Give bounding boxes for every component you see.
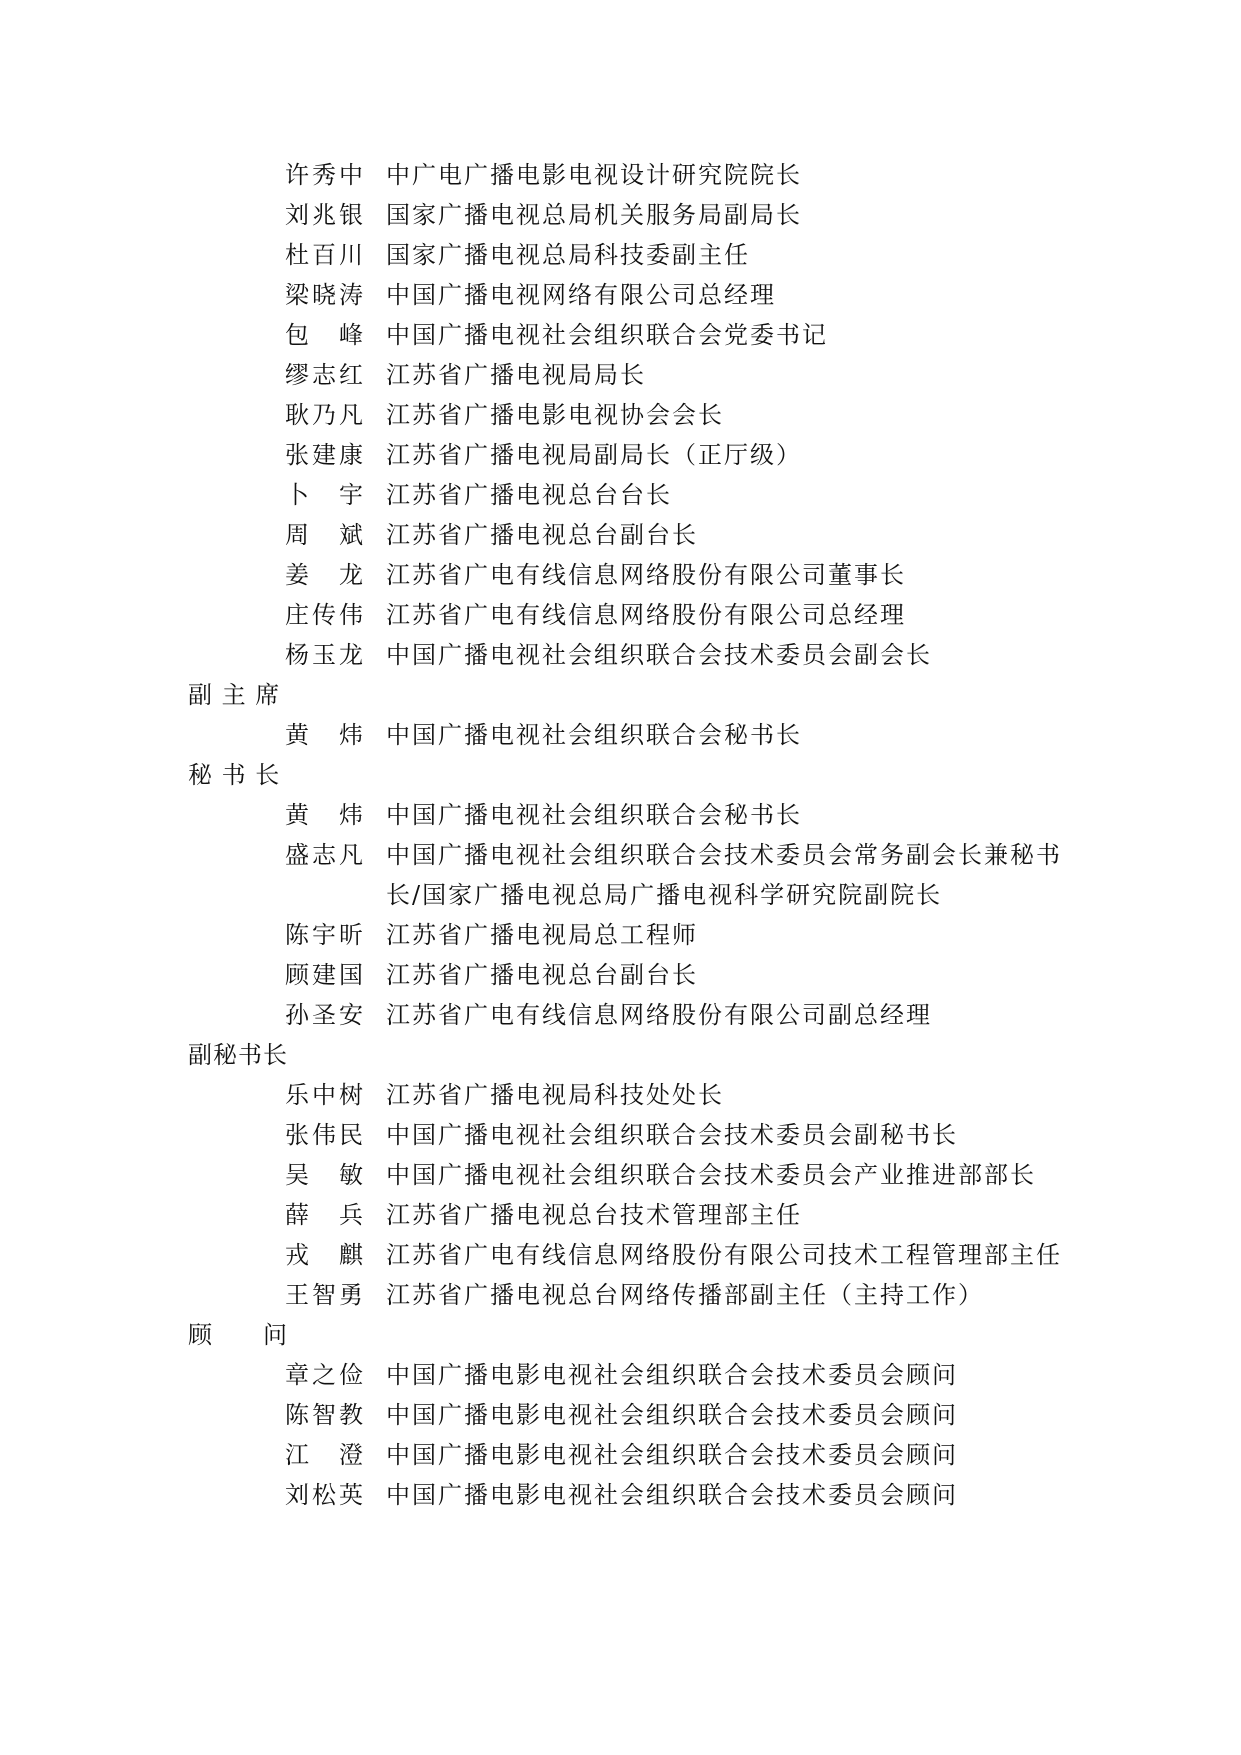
member-row (0, 155, 1241, 195)
member-row (0, 235, 1241, 275)
member-row (0, 1155, 1241, 1195)
member-title: 江苏省广播电视局局长 (386, 361, 646, 389)
section-heading: 秘 书 长 (188, 761, 281, 789)
member-title: 中国广播电视社会组织联合会党委书记 (386, 321, 828, 349)
member-name: 吴 敏 (285, 1161, 363, 1189)
section-heading-row (0, 1035, 1241, 1075)
member-name: 梁晓涛 (285, 281, 363, 309)
member-row (0, 195, 1241, 235)
member-name: 周 斌 (285, 521, 363, 549)
member-title: 江苏省广播电视总台技术管理部主任 (386, 1201, 802, 1229)
member-title: 中国广播电影电视社会组织联合会技术委员会顾问 (386, 1441, 958, 1469)
member-title: 江苏省广播电视总台网络传播部副主任（主持工作） (386, 1281, 984, 1309)
member-title: 江苏省广播电视总台副台长 (386, 521, 698, 549)
member-name: 孙圣安 (285, 1001, 363, 1029)
member-title: 国家广播电视总局科技委副主任 (386, 241, 750, 269)
member-row (0, 595, 1241, 635)
member-row (0, 995, 1241, 1035)
member-title: 江苏省广播电视局副局长（正厅级） (386, 441, 802, 469)
member-row (0, 395, 1241, 435)
member-title: 江苏省广电有线信息网络股份有限公司技术工程管理部主任 (386, 1241, 1062, 1269)
member-title: 江苏省广电有线信息网络股份有限公司总经理 (386, 601, 906, 629)
member-name: 戎 麒 (285, 1241, 363, 1269)
member-row (0, 1115, 1241, 1155)
section-heading: 副秘书长 (188, 1041, 288, 1069)
member-row (0, 1435, 1241, 1475)
member-name: 陈宇昕 (285, 921, 363, 949)
member-title: 江苏省广电有线信息网络股份有限公司副总经理 (386, 1001, 932, 1029)
member-title: 中国广播电视社会组织联合会技术委员会副会长 (386, 641, 932, 669)
member-name: 卜 宇 (285, 481, 363, 509)
member-row (0, 275, 1241, 315)
member-row (0, 1355, 1241, 1395)
member-name: 黄 炜 (285, 801, 363, 829)
member-title: 中国广播电视社会组织联合会技术委员会常务副会长兼秘书 (386, 841, 1062, 869)
member-title: 中国广播电视社会组织联合会技术委员会副秘书长 (386, 1121, 958, 1149)
member-title: 中国广播电视网络有限公司总经理 (386, 281, 776, 309)
member-row (0, 475, 1241, 515)
member-title: 江苏省广播电视局科技处处长 (386, 1081, 724, 1109)
member-row (0, 715, 1241, 755)
member-row (0, 1395, 1241, 1435)
section-heading: 副 主 席 (188, 681, 281, 709)
member-title: 中国广播电影电视社会组织联合会技术委员会顾问 (386, 1481, 958, 1509)
member-name: 王智勇 (285, 1281, 363, 1309)
member-title: 国家广播电视总局机关服务局副局长 (386, 201, 802, 229)
member-row (0, 635, 1241, 675)
member-name: 刘兆银 (285, 201, 363, 229)
member-title: 江苏省广播电影电视协会会长 (386, 401, 724, 429)
member-title: 江苏省广播电视总台副台长 (386, 961, 698, 989)
member-name: 乐中树 (285, 1081, 363, 1109)
member-name: 顾建国 (285, 961, 363, 989)
member-row (0, 1275, 1241, 1315)
member-row (0, 315, 1241, 355)
member-title: 江苏省广播电视总台台长 (386, 481, 672, 509)
member-name: 杨玉龙 (285, 641, 363, 669)
member-title: 江苏省广播电视局总工程师 (386, 921, 698, 949)
member-name: 姜 龙 (285, 561, 363, 589)
member-name: 杜百川 (285, 241, 363, 269)
member-row (0, 1075, 1241, 1115)
member-row (0, 1235, 1241, 1275)
member-row (0, 795, 1241, 835)
member-name: 薛 兵 (285, 1201, 363, 1229)
member-row (0, 1195, 1241, 1235)
member-row (0, 355, 1241, 395)
member-row (0, 955, 1241, 995)
member-name: 江 澄 (285, 1441, 363, 1469)
member-row (0, 435, 1241, 475)
member-name: 耿乃凡 (285, 401, 363, 429)
member-name: 许秀中 (285, 161, 363, 189)
section-heading-row (0, 1315, 1241, 1355)
section-heading: 顾 问 (188, 1321, 288, 1349)
section-heading-row (0, 675, 1241, 715)
member-title-continuation: 长/国家广播电视总局广播电视科学研究院副院长 (386, 881, 943, 909)
member-row (0, 555, 1241, 595)
member-row (0, 835, 1241, 875)
member-title: 江苏省广电有线信息网络股份有限公司董事长 (386, 561, 906, 589)
member-title: 中国广播电影电视社会组织联合会技术委员会顾问 (386, 1401, 958, 1429)
member-name: 黄 炜 (285, 721, 363, 749)
member-title: 中国广播电视社会组织联合会技术委员会产业推进部部长 (386, 1161, 1036, 1189)
member-name: 缪志红 (285, 361, 363, 389)
member-title: 中国广播电视社会组织联合会秘书长 (386, 801, 802, 829)
member-name: 陈智教 (285, 1401, 363, 1429)
member-title: 中广电广播电影电视设计研究院院长 (386, 161, 802, 189)
section-heading-row (0, 755, 1241, 795)
member-name: 庄传伟 (285, 601, 363, 629)
member-row-continuation (0, 875, 1241, 915)
member-title: 中国广播电影电视社会组织联合会技术委员会顾问 (386, 1361, 958, 1389)
member-name: 章之俭 (285, 1361, 363, 1389)
member-name: 盛志凡 (285, 841, 363, 869)
member-row (0, 1475, 1241, 1515)
member-name: 包 峰 (285, 321, 363, 349)
member-title: 中国广播电视社会组织联合会秘书长 (386, 721, 802, 749)
member-row (0, 515, 1241, 555)
member-name: 刘松英 (285, 1481, 363, 1509)
member-list (0, 155, 1241, 1515)
member-name: 张建康 (285, 441, 363, 469)
member-name: 张伟民 (285, 1121, 363, 1149)
member-row (0, 915, 1241, 955)
